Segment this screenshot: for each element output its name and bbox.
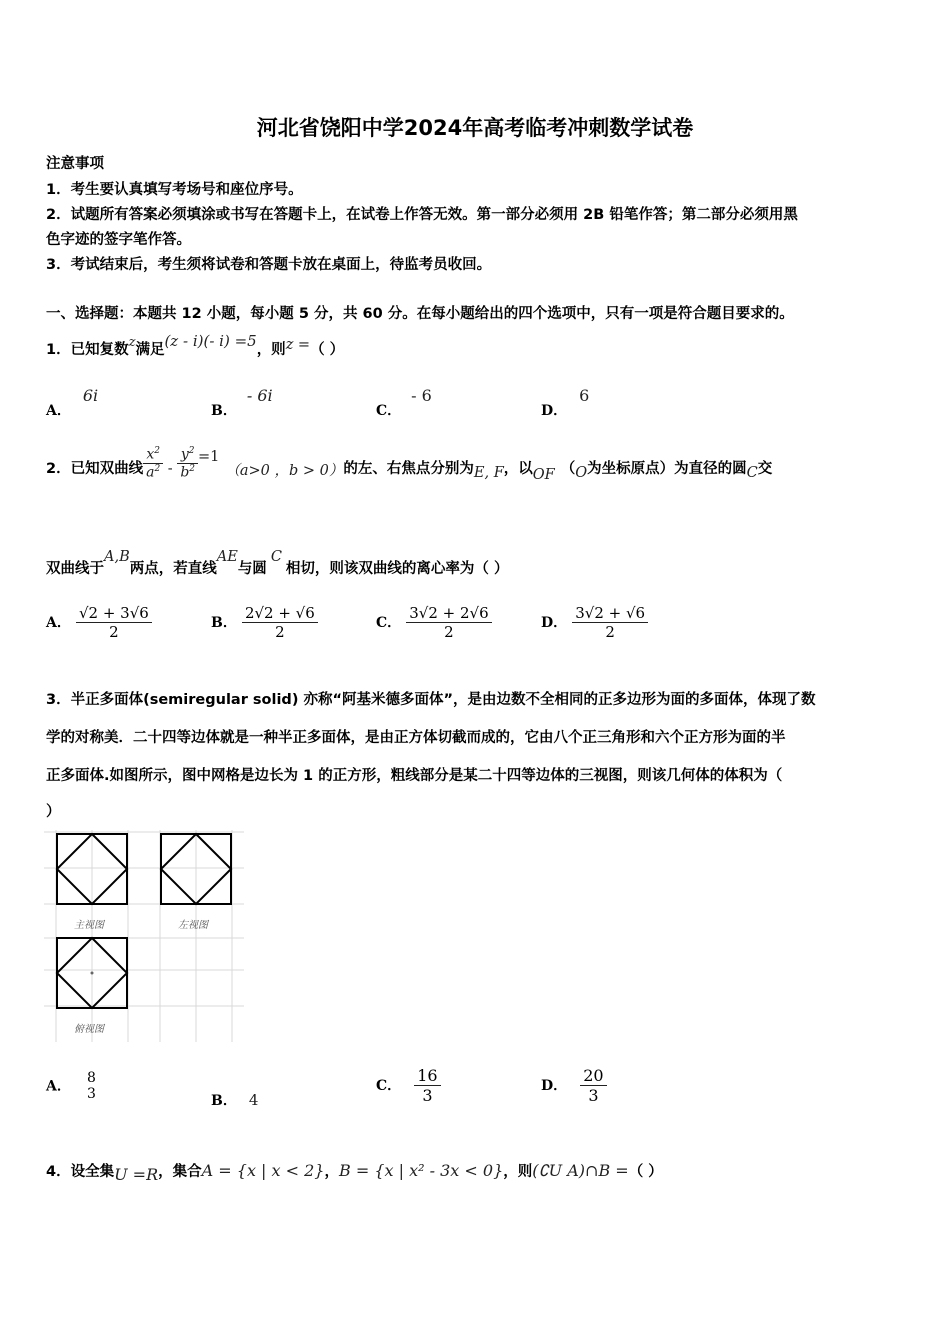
- q1-option-a[interactable]: A．6i: [46, 386, 99, 419]
- three-view-figure: [44, 830, 244, 1042]
- grid-lines: [44, 830, 244, 1042]
- notice-item: 3．考试结束后，考生须将试卷和答题卡放在桌面上，待监考员收回。: [46, 257, 492, 273]
- question-3-line: 学的对称美．二十四等边体就是一种半正多面体，是由正方体切截而成的，它由八个正三角形和六个正方形为面的半: [46, 730, 786, 746]
- question-1: [46, 332, 345, 359]
- q1-mid: 满足: [135, 342, 165, 358]
- side-view-label: 左视图: [178, 920, 208, 931]
- q1-option-b[interactable]: B．- 6i: [211, 386, 273, 419]
- question-4: 4．设全集U =R，集合A = {x | x < 2}，B = {x | x² - 3x < 0}，则(∁U A)∩B =（ ）: [46, 1161, 663, 1184]
- question-2: 2．已知双曲线 $\frac{x^2}{a^2}$ - $\frac{y^2}{b^2}$ =1（a>0 ，b > 0）的左、右焦点分别为E, F，以OF （O为坐标原点）为直径的圆C交: [46, 446, 773, 484]
- q3-option-a[interactable]: A． 8 3: [46, 1070, 96, 1102]
- hyperbola-x-term: $\frac{x^2}{a^2}$: [143, 446, 163, 480]
- hyperbola-y-term: $\frac{y^2}{b^2}$: [177, 446, 198, 480]
- notice-item: 色字迹的签字笔作答。: [46, 232, 191, 248]
- q3-option-d[interactable]: D． $\frac{20}{3}$: [541, 1066, 607, 1105]
- q1-prefix: 1．已知复数: [46, 342, 129, 358]
- q1-option-c[interactable]: C．- 6: [376, 386, 432, 419]
- top-view-label: 俯视图: [74, 1024, 104, 1035]
- q1-equation: z =: [285, 337, 311, 353]
- notice-item: 2．试题所有答案必须填涂或书写在答题卡上，在试卷上作答无效。第一部分必须用 2B 铅笔作答；第二部分必须用黑: [46, 207, 798, 223]
- page-title: 河北省饶阳中学2024年高考临考冲刺数学试卷: [256, 116, 694, 140]
- q3-option-b[interactable]: B． 4: [211, 1091, 259, 1109]
- front-view-label: 主视图: [74, 920, 104, 931]
- q3-option-c[interactable]: C． $\frac{16}{3}$: [376, 1066, 441, 1105]
- q2-option-d[interactable]: D． $\frac{3√2 + √6}{2}$: [541, 604, 648, 641]
- section-heading: 一、选择题：本题共 12 小题，每小题 5 分，共 60 分。在每小题给出的四个选项中，只有一项是符合题目要求的。: [46, 306, 794, 322]
- q1-option-d[interactable]: D．6: [541, 386, 590, 419]
- q2-option-c[interactable]: C． $\frac{3√2 + 2√6}{2}$: [376, 604, 492, 641]
- question-3-line: 3．半正多面体(semiregular solid) 亦称“阿基米德多面体”，是由边数不全相同的正多边形为面的多面体，体现了数: [46, 692, 816, 708]
- notice-heading: 注意事项: [46, 156, 104, 172]
- q2-option-a[interactable]: A． $\frac{√2 + 3√6}{2}$: [46, 604, 152, 641]
- top-view-center-dot: [91, 972, 94, 975]
- q1-condition: (z - i)(- i) =5: [164, 332, 257, 350]
- notice-item: 1．考生要认真填写考场号和座位序号。: [46, 182, 303, 198]
- q1-var: z: [128, 335, 136, 350]
- question-3-line: ）: [46, 804, 61, 820]
- question-2-line2: 双曲线于A,B两点，若直线AE与圆C相切，则该双曲线的离心率为（ ）: [46, 549, 509, 577]
- q1-mid2: ，则: [256, 342, 286, 358]
- q1-end: （ ）: [310, 342, 345, 358]
- question-3-line: 正多面体.如图所示，图中网格是边长为 1 的正方形，粗线部分是某二十四等边体的三视图，则该几何体的体积为（: [46, 768, 783, 784]
- q2-option-b[interactable]: B． $\frac{2√2 + √6}{2}$: [211, 604, 318, 641]
